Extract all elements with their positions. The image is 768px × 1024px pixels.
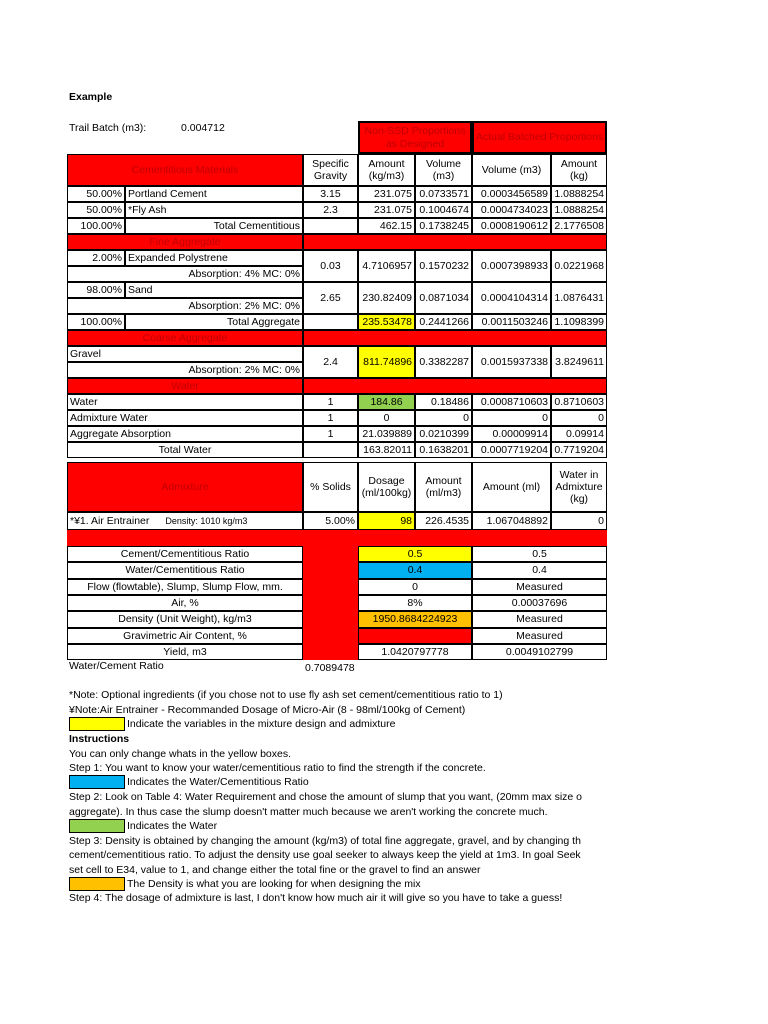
step3-text-a: Step 3: Density is obtained by changing the amount (kg/m3) of total fine aggregate, gravel, and by changing th xyxy=(69,835,581,847)
polystrene-sg: 0.03 xyxy=(303,250,358,282)
flyash-sg: 2.3 xyxy=(303,202,358,218)
yellow-legend-text: Indicate the variables in the mixture design and admixture xyxy=(127,718,396,730)
aggregate-absorption-name: Aggregate Absorption xyxy=(67,426,303,442)
total-water-bamt: 0.7719204 xyxy=(551,442,607,458)
admix-density: Density: 1010 kg/m3 xyxy=(165,515,248,526)
ratio-section-divider xyxy=(67,530,607,546)
admixture-water-sg: 1 xyxy=(303,410,358,426)
instructions-line1: You can only change whats in the yellow boxes. xyxy=(69,748,292,760)
dosage-header: Dosage (ml/100kg) xyxy=(358,462,415,512)
sand-vol: 0.0871034 xyxy=(415,282,472,314)
water-amt-input[interactable]: 184.86 xyxy=(358,394,415,410)
sand-bamt: 1.0876431 xyxy=(551,282,607,314)
step1-text: Step 1: You want to know your water/cementitious ratio to find the strength if the concrete. xyxy=(69,762,486,774)
ratio-actual-value: 0.00037696 xyxy=(472,595,607,611)
step3-text-c: set cell to E34, value to 1, and change either the total fine or the gravel to find an answer xyxy=(69,864,481,876)
orange-legend-swatch xyxy=(69,877,125,891)
cement-bamt: 1.0888254 xyxy=(551,186,607,202)
fine-aggregate-header: Fine Aggregate xyxy=(67,234,303,250)
gravel-bamt: 3.8249611 xyxy=(551,346,607,378)
instructions-title: Instructions xyxy=(69,733,130,745)
gravel-name: Gravel xyxy=(67,346,303,362)
admix-amount: 226.4535 xyxy=(415,512,472,530)
coarse-aggregate-header-fill xyxy=(303,330,607,346)
aggregate-absorption-bamt: 0.09914 xyxy=(551,426,607,442)
polystrene-pct: 2.00% xyxy=(67,250,125,266)
cement-pct: 50.00% xyxy=(67,186,125,202)
total-water-vol: 0.1638201 xyxy=(415,442,472,458)
water-name: Water xyxy=(67,394,303,410)
admixture-water-amt: 0 xyxy=(358,410,415,426)
step2-text-b: aggregate). In thus case the slump doesn't matter much because we aren't working the concrete much. xyxy=(69,806,548,818)
flyash-name: *Fly Ash xyxy=(125,202,303,218)
example-title: Example xyxy=(69,91,113,103)
admix-amount-ml: 1.067048892 xyxy=(472,512,551,530)
total-cement-vol: 0.1738245 xyxy=(415,218,472,234)
ratio-label: Cement/Cementitious Ratio xyxy=(67,546,303,562)
total-aggregate-bvol: 0.0011503246 xyxy=(472,314,551,330)
water-in-admix-header: Water in Admixture (kg) xyxy=(551,462,607,512)
flyash-bvol: 0.0004734023 xyxy=(472,202,551,218)
gravel-amt-input[interactable]: 811.74896 xyxy=(358,346,415,378)
actual-batched-header: Actual Batched Proportions xyxy=(472,121,607,154)
fine-aggregate-header-fill xyxy=(303,234,607,250)
ratio-actual-value: Measured xyxy=(472,611,607,628)
water-sg: 1 xyxy=(303,394,358,410)
total-aggregate-label: Total Aggregate xyxy=(125,314,303,330)
ratio-design-value[interactable]: 0.4 xyxy=(358,562,472,579)
volume-m3-header: Volume (m3) xyxy=(415,154,472,186)
admix-water-in: 0 xyxy=(551,512,607,530)
polystrene-bvol: 0.0007398933 xyxy=(472,250,551,282)
ratio-actual-value: 0.0049102799 xyxy=(472,644,607,660)
step4-text: Step 4: The dosage of admixture is last, I don't know how much air it will give so you have to take a guess! xyxy=(69,892,563,904)
polystrene-bamt: 0.0221968 xyxy=(551,250,607,282)
step2-text-a: Step 2: Look on Table 4: Water Requirement and chose the amount of slump that you want, (20mm max size o xyxy=(69,791,583,803)
total-aggregate-vol: 0.2441266 xyxy=(415,314,472,330)
ratio-design-value: 8% xyxy=(358,595,472,611)
orange-legend-text: The Density is what you are looking for when designing the mix xyxy=(127,878,421,890)
admixture-water-bamt: 0 xyxy=(551,410,607,426)
cement-vol: 0.0733571 xyxy=(415,186,472,202)
blue-legend-text: Indicates the Water/Cementitious Ratio xyxy=(127,776,309,788)
solids-header: % Solids xyxy=(303,462,358,512)
admix-name: *¥1. Air Entrainer xyxy=(70,514,150,527)
water-header: Water xyxy=(67,378,303,394)
sand-name: Sand xyxy=(125,282,303,298)
total-aggregate-bamt: 1.1098399 xyxy=(551,314,607,330)
total-water-label: Total Water xyxy=(67,442,303,458)
ratio-label: Water/Cementitious Ratio xyxy=(67,562,303,579)
cement-bvol: 0.0003456589 xyxy=(472,186,551,202)
flyash-bamt: 1.0888254 xyxy=(551,202,607,218)
ratio-actual-value: 0.4 xyxy=(472,562,607,579)
cement-name: Portland Cement xyxy=(125,186,303,202)
batched-amount-header: Amount (kg) xyxy=(551,154,607,186)
ratio-actual-value: Measured xyxy=(472,628,607,644)
aggregate-absorption-bvol: 0.00009914 xyxy=(472,426,551,442)
ratio-label: Density (Unit Weight), kg/m3 xyxy=(67,611,303,628)
sand-pct: 98.00% xyxy=(67,282,125,298)
admixture-header: Admixture xyxy=(67,462,303,512)
total-water-amt: 163.82011 xyxy=(358,442,415,458)
polystrene-name: Expanded Polystrene xyxy=(125,250,303,266)
blue-legend-swatch xyxy=(69,775,125,789)
trail-batch-label: Trail Batch (m3): xyxy=(69,122,147,134)
flyash-amt: 231.075 xyxy=(358,202,415,218)
aggregate-absorption-sg: 1 xyxy=(303,426,358,442)
batched-volume-header: Volume (m3) xyxy=(472,154,551,186)
specific-gravity-header: Specific Gravity xyxy=(303,154,358,186)
gravel-vol: 0.3382287 xyxy=(415,346,472,378)
total-cement-sg xyxy=(303,218,358,234)
ratio-design-value[interactable]: 0.5 xyxy=(358,546,472,562)
sand-amt: 230.82409 xyxy=(358,282,415,314)
coarse-aggregate-header: Coarse Aggregate xyxy=(67,330,303,346)
admixture-water-name: Admixture Water xyxy=(67,410,303,426)
ratio-label: Yield, m3 xyxy=(67,644,303,660)
sand-bvol: 0.0004104314 xyxy=(472,282,551,314)
cementitious-header: Cementitious Materials xyxy=(67,154,303,186)
ratio-design-value: 1950.8684224923 xyxy=(358,611,472,628)
admixture-water-vol: 0 xyxy=(415,410,472,426)
yellow-legend-swatch xyxy=(69,717,125,731)
total-aggregate-sg xyxy=(303,314,358,330)
flyash-vol: 0.1004674 xyxy=(415,202,472,218)
ratio-design-value: 0 xyxy=(358,579,472,595)
admix-amount-ml-header: Amount (ml) xyxy=(472,462,551,512)
sand-sg: 2.65 xyxy=(303,282,358,314)
polystrene-vol: 0.1570232 xyxy=(415,250,472,282)
total-cement-bvol: 0.0008190612 xyxy=(472,218,551,234)
sand-absorption: Absorption: 2% MC: 0% xyxy=(67,298,303,314)
ratio-design-value xyxy=(358,628,472,644)
cement-amt: 231.075 xyxy=(358,186,415,202)
water-bvol: 0.0008710603 xyxy=(472,394,551,410)
total-cement-label: Total Cementitious xyxy=(125,218,303,234)
trail-batch-value: 0.004712 xyxy=(181,122,225,134)
amount-kgm3-header: Amount (kg/m3) xyxy=(358,154,415,186)
admix-dosage-input[interactable]: 98 xyxy=(358,512,415,530)
note-air-entrainer: ¥Note:Air Entrainer - Recommanded Dosage of Micro-Air (8 - 98ml/100kg of Cement) xyxy=(69,704,466,716)
total-water-bvol: 0.0007719204 xyxy=(472,442,551,458)
ratio-actual-value: 0.5 xyxy=(472,546,607,562)
ratio-red-column xyxy=(303,546,358,660)
admix-name-cell xyxy=(67,512,303,530)
admix-amount-header: Amount (ml/m3) xyxy=(415,462,472,512)
gravel-absorption: Absorption: 2% MC: 0% xyxy=(67,362,303,378)
total-cement-bamt: 2.1776508 xyxy=(551,218,607,234)
water-bamt: 0.8710603 xyxy=(551,394,607,410)
water-cement-ratio-label: Water/Cement Ratio xyxy=(69,660,164,672)
green-legend-swatch xyxy=(69,819,125,833)
total-aggregate-amt-input[interactable]: 235.53478 xyxy=(358,314,415,330)
non-ssd-header: Non-SSD Proportions as Designed xyxy=(358,121,472,154)
water-cement-ratio-value: 0.7089478 xyxy=(305,662,355,674)
water-vol: 0.18486 xyxy=(415,394,472,410)
ratio-actual-value: Measured xyxy=(472,579,607,595)
flyash-pct: 50.00% xyxy=(67,202,125,218)
gravel-sg: 2.4 xyxy=(303,346,358,378)
gravel-bvol: 0.0015937338 xyxy=(472,346,551,378)
ratio-label: Air, % xyxy=(67,595,303,611)
ratio-design-value: 1.0420797778 xyxy=(358,644,472,660)
step3-text-b: cement/cementitious ratio. To adjust the density use goal seeker to always keep the yield at 1m3. In goal Seek xyxy=(69,849,581,861)
aggregate-absorption-vol: 0.0210399 xyxy=(415,426,472,442)
cement-sg: 3.15 xyxy=(303,186,358,202)
aggregate-absorption-amt: 21.039889 xyxy=(358,426,415,442)
total-cement-pct: 100.00% xyxy=(67,218,125,234)
green-legend-text: Indicates the Water xyxy=(127,820,218,832)
polystrene-amt: 4.7106957 xyxy=(358,250,415,282)
total-cement-amt: 462.15 xyxy=(358,218,415,234)
ratio-label: Gravimetric Air Content, % xyxy=(67,628,303,644)
ratio-label: Flow (flowtable), Slump, Slump Flow, mm. xyxy=(67,579,303,595)
admixture-water-bvol: 0 xyxy=(472,410,551,426)
admix-solids: 5.00% xyxy=(303,512,358,530)
total-water-sg xyxy=(303,442,358,458)
polystrene-absorption: Absorption: 4% MC: 0% xyxy=(67,266,303,282)
total-aggregate-pct: 100.00% xyxy=(67,314,125,330)
note-optional: *Note: Optional ingredients (if you chose not to use fly ash set cement/cementitious ratio to 1) xyxy=(69,689,503,701)
water-header-fill xyxy=(303,378,607,394)
